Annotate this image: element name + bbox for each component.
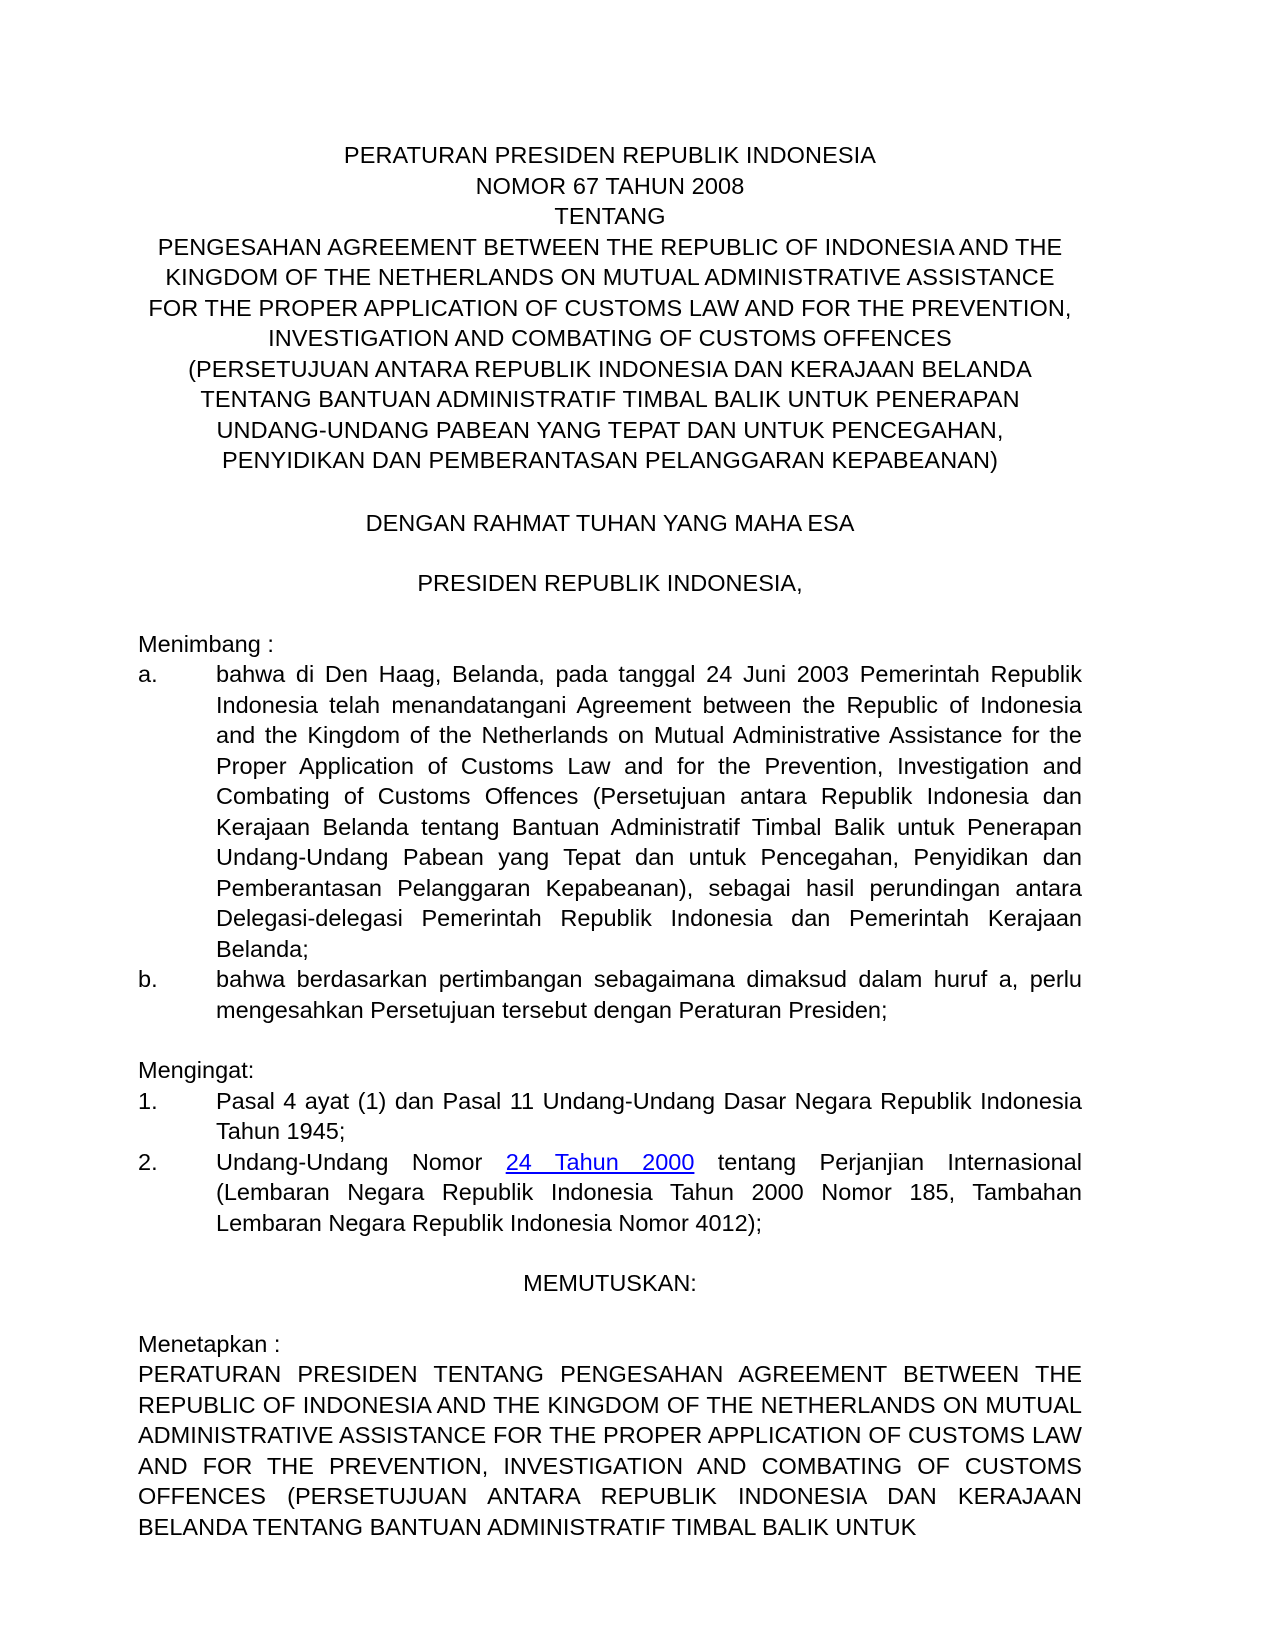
document-content (138, 140, 1082, 1542)
text-after-link: tentang Perjanjian Internasional (Lembaran Negara Republik Indonesia Tahun 2000 Nomor 185, Tambahan Lembaran Negara Republik Indonesia Nomor 4012); (216, 1148, 1082, 1236)
list-marker: 2. (138, 1148, 158, 1175)
considering-item-a (138, 659, 1082, 964)
list-marker: 1. (138, 1087, 158, 1114)
title-line-10: UNDANG-UNDANG PABEAN YANG TEPAT DAN UNTUK PENCEGAHAN, (216, 416, 1004, 443)
recalling-label: Mengingat: (138, 1057, 255, 1083)
title-line-1: PERATURAN PRESIDEN REPUBLIK INDONESIA (343, 142, 877, 168)
title-line-5: KINGDOM OF THE NETHERLANDS ON MUTUAL ADMINISTRATIVE ASSISTANCE (165, 264, 1055, 290)
stipulating-label: Menetapkan : (138, 1330, 281, 1357)
title-line-11: PENYIDIKAN DAN PEMBERANTASAN PELANGGARAN KEPABEANAN) (221, 447, 999, 473)
list-marker: b. (138, 966, 158, 992)
invocation-line: DENGAN RAHMAT TUHAN YANG MAHA ESA (365, 509, 855, 536)
title-line-2: NOMOR 67 TAHUN 2008 (475, 172, 745, 199)
title-line-6: FOR THE PROPER APPLICATION OF CUSTOMS LAW AND FOR THE PREVENTION, (148, 294, 1072, 321)
decides-heading: MEMUTUSKAN: (523, 1270, 697, 1296)
list-text: Pasal 4 ayat (1) dan Pasal 11 Undang-Undang Dasar Negara Republik Indonesia Tahun 1945; (216, 1087, 1082, 1144)
spacer-after-issuer (138, 599, 1082, 629)
title-line-9: TENTANG BANTUAN ADMINISTRATIF TIMBAL BALIK UNTUK PENERAPAN (200, 386, 1020, 412)
spacer-after-title (138, 476, 1082, 508)
title-line-4: PENGESAHAN AGREEMENT BETWEEN THE REPUBLIC OF INDONESIA AND THE (157, 233, 1063, 260)
title-line-8: (PERSETUJUAN ANTARA REPUBLIK INDONESIA DAN KERAJAAN BELANDA (188, 355, 1032, 382)
title-line-7: INVESTIGATION AND COMBATING OF CUSTOMS OFFENCES (268, 325, 952, 351)
considering-item-b (138, 964, 1082, 1025)
considering-label: Menimbang : (138, 630, 274, 657)
title-line-3: TENTANG (554, 203, 666, 229)
list-marker: a. (138, 661, 158, 687)
issuer-line: PRESIDEN REPUBLIK INDONESIA, (417, 570, 803, 596)
undang-undang-24-2000-link[interactable]: 24 Tahun 2000 (505, 1148, 695, 1175)
spacer-after-decides (138, 1299, 1082, 1329)
spacer-before-recalling (138, 1025, 1082, 1055)
stipulating-text: PERATURAN PRESIDEN TENTANG PENGESAHAN AGREEMENT BETWEEN THE REPUBLIC OF INDONESIA AND THE KINGDOM OF THE NETHERLANDS ON MUTUAL ADMINISTRATIVE ASSISTANCE FOR THE PROPER APPLICATION OF CUSTOMS LAW AND FOR THE PREVENTION, INVESTIGATION AND COMBATING OF CUSTOMS OFFENCES (PERSETUJUAN ANTARA REPUBLIK INDONESIA DAN KERAJAAN BELANDA TENTANG BANTUAN ADMINISTRATIF TIMBAL BALIK UNTUK (138, 1361, 1082, 1540)
recalling-item-1 (138, 1086, 1082, 1147)
list-text: bahwa di Den Haag, Belanda, pada tanggal 24 Juni 2003 Pemerintah Republik Indonesia telah menandatangani Agreement between the Republic of Indonesia and the Kingdom of the Netherlands on Mutual Administrative Assistance for the Proper Application of Customs Law and for the Prevention, Investigation and Combating of Customs Offences (Persetujuan antara Republik Indonesia dan Kerajaan Belanda tentang Bantuan Administratif Timbal Balik untuk Penerapan Undang-Undang Pabean yang Tepat dan untuk Pencegahan, Penyidikan dan Pemberantasan Pelanggaran Kepabeanan), sebagai hasil perundingan antara Delegasi-delegasi Pemerintah Republik Indonesia dan Pemerintah Kerajaan Belanda; (216, 661, 1082, 962)
text-before-link: Undang-Undang Nomor (216, 1148, 506, 1175)
spacer-before-decides (138, 1238, 1082, 1268)
list-text: bahwa berdasarkan pertimbangan sebagaimana dimaksud dalam huruf a, perlu mengesahkan Persetujuan tersebut dengan Peraturan Presiden; (216, 966, 1082, 1023)
document-title-block (138, 140, 1082, 476)
recalling-item-2 (138, 1147, 1082, 1239)
list-text (216, 1147, 1082, 1239)
spacer-after-invocation (138, 538, 1082, 568)
